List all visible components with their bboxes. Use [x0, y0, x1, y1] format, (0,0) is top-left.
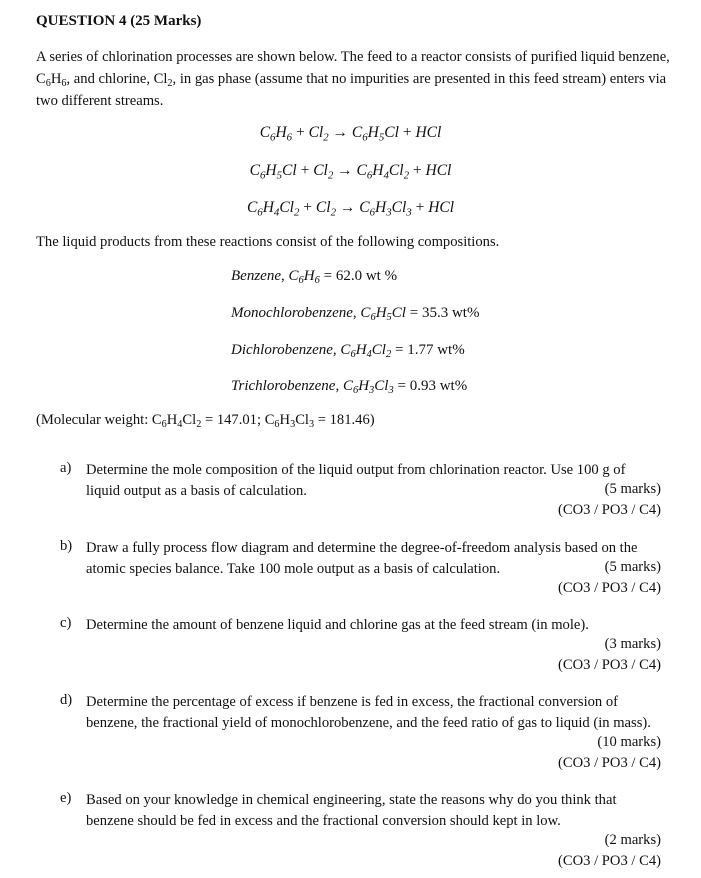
composition-trichlorobenzene: Trichlorobenzene, $C_6H_3Cl_3 = 0.93$ wt% — [231, 378, 468, 397]
reaction-2 — [0, 162, 701, 180]
intro-paragraph: A series of chlorination processes are shown below. The feed to a reactor consists of purified liquid benzene, $C_6H_6$, and chlorine, $Cl_2$, in gas phase (assume that no impurities are presented in this feed stream) enters via two different streams. — [36, 49, 670, 109]
question-b-letter: b) — [60, 538, 73, 554]
question-e-marks: (2 marks) — [604, 832, 661, 848]
reaction-1 — [0, 124, 701, 142]
question-b-marks: (5 marks) — [604, 559, 661, 575]
question-e-letter: e) — [60, 790, 72, 806]
question-a-letter: a) — [60, 460, 72, 476]
reaction-3 — [0, 199, 701, 217]
question-a-co: (CO3 / PO3 / C4) — [558, 502, 661, 518]
question-c-letter: c) — [60, 615, 72, 631]
question-c-text: Determine the amount of benzene liquid and chlorine gas at the feed stream (in mole). — [86, 617, 589, 633]
question-c-co: (CO3 / PO3 / C4) — [558, 657, 661, 673]
question-c-marks: (3 marks) — [604, 636, 661, 652]
question-a-text: Determine the mole composition of the liquid output from chlorination reactor. Use 100 g of liquid output as a basis of calculation. — [86, 462, 626, 499]
composition-benzene: Benzene, $C_6H_6 = 62.0$ wt % — [231, 268, 398, 287]
reaction-1-text: $C_6H_6 + Cl_2 \to C_6H_5Cl$ + HCl — [259, 124, 442, 144]
question-a-marks: (5 marks) — [604, 481, 661, 497]
intro-text-a: A series of chlorination processes are shown below. The feed to a reactor consists of purified liquid benzene, C — [36, 49, 670, 87]
composition-dichlorobenzene: Dichlorobenzene, $C_6H_4Cl_2 = 1.77$ wt% — [231, 342, 465, 361]
question-d-marks: (10 marks) — [597, 734, 661, 750]
question-d-text: Determine the percentage of excess if benzene is fed in excess, the fractional conversion of benzene, the fractional yield of monochlorobenzene, and the feed ratio of gas to liquid (in mass). — [86, 694, 651, 731]
question-d-letter: d) — [60, 692, 73, 708]
reaction-2-text: $C_6H_5Cl + Cl_2 \to C_6H_4Cl_2$ + HCl — [249, 162, 452, 182]
question-d-co: (CO3 / PO3 / C4) — [558, 755, 661, 771]
question-e-text: Based on your knowledge in chemical engineering, state the reasons why do you think that benzene should be fed in excess and the fractional conversion should kept in low. — [86, 792, 617, 829]
molecular-weight: (Molecular weight: $C_6H_4Cl_2 = 147.01$; $C_6H_3Cl_3 = 181.46$) — [36, 412, 375, 431]
question-e-co: (CO3 / PO3 / C4) — [558, 853, 661, 869]
composition-monochlorobenzene: Monochlorobenzene, $C_6H_5Cl = 35.3$ wt% — [231, 305, 480, 324]
question-b-co: (CO3 / PO3 / C4) — [558, 580, 661, 596]
question-b-text: Draw a fully process flow diagram and determine the degree-of-freedom analysis based on the atomic species balance. Take 100 mole output as a basis of calculation. — [86, 540, 638, 577]
reaction-3-text: $C_6H_4Cl_2 + Cl_2 \to C_6H_3Cl_3$ + HCl — [246, 199, 455, 219]
question-title: QUESTION 4 (25 Marks) — [36, 13, 202, 29]
products-intro: The liquid products from these reactions consist of the following compositions. — [36, 234, 500, 250]
